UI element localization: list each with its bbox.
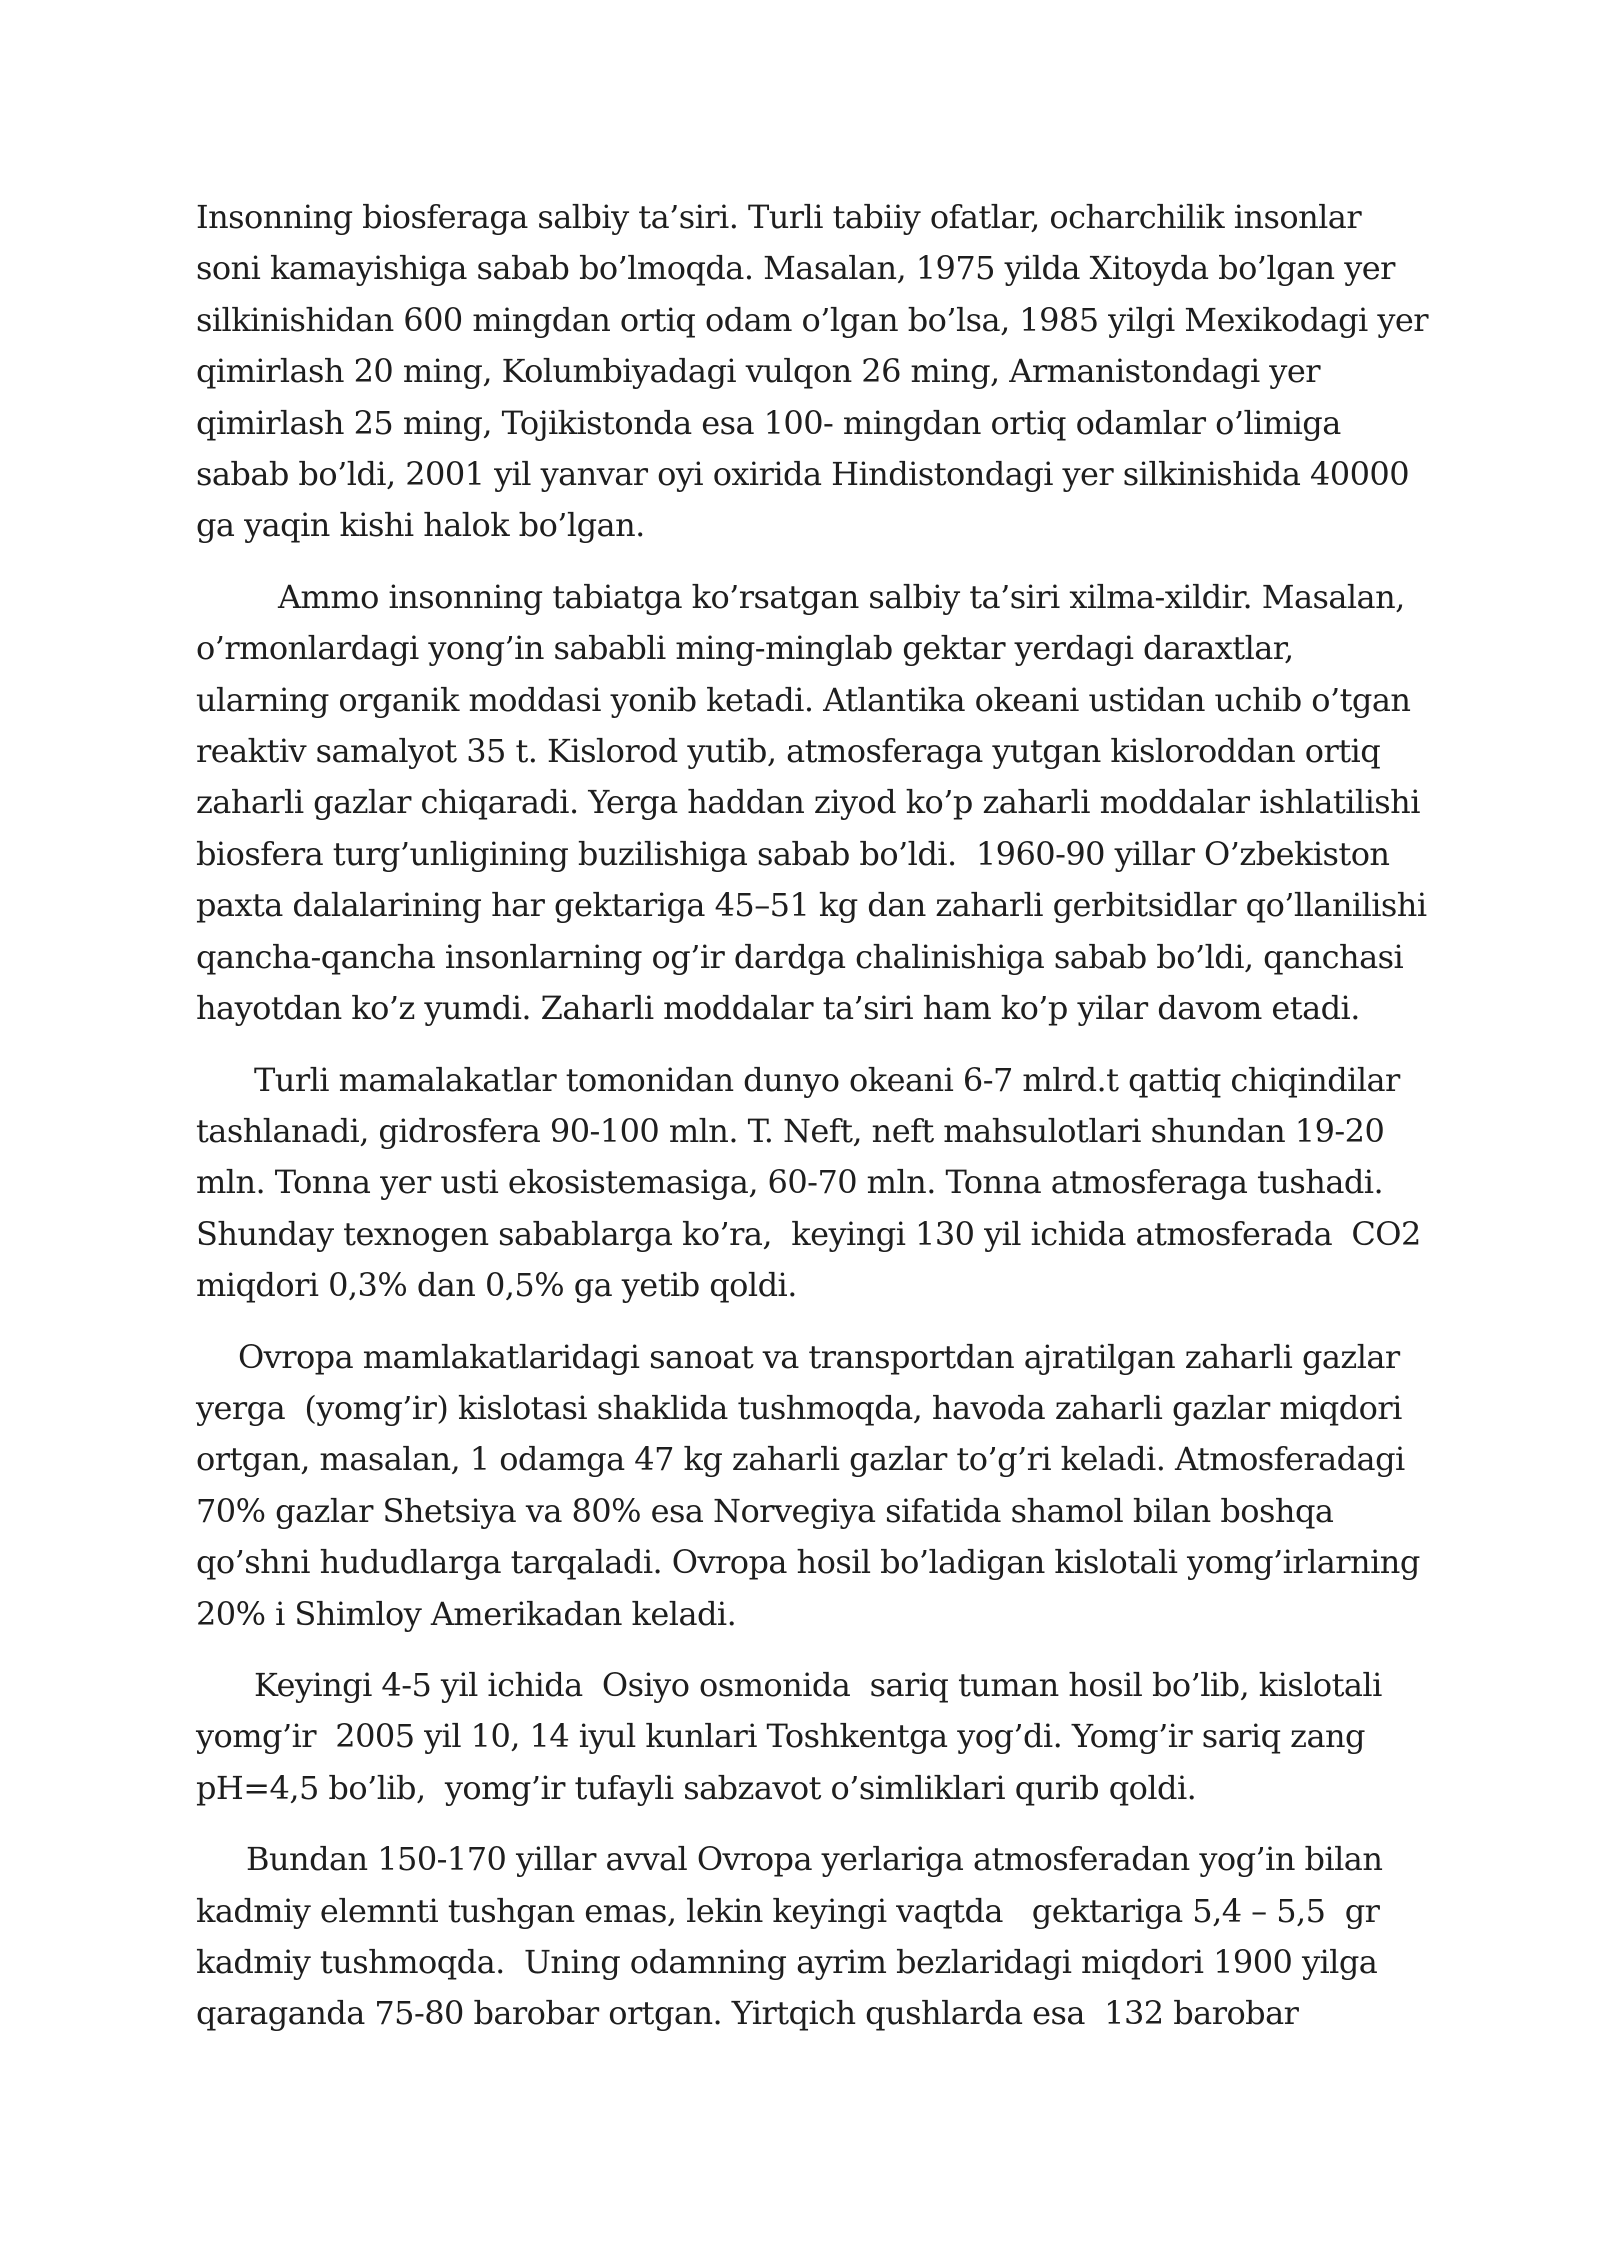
text-line: Insonning biosferaga salbiy ta’siri. Turli tabiiy ofatlar, ocharchilik insonlar (196, 198, 1362, 236)
text-line: Ammo insonning tabiatga ko’rsatgan salbiy ta’siri xilma-xildir. Masalan, (278, 577, 1405, 616)
text-line: tashlanadi, gidrosfera 90-100 mln. T. Neft, neft mahsulotlari shundan 19-20 (196, 1111, 1385, 1150)
text-line: zaharli gazlar chiqaradi. Yerga haddan ziyod ko’p zaharli moddalar ishlatilishi (196, 783, 1420, 822)
paragraph-europe-acid-rain (196, 1332, 1436, 1640)
text-line: paxta dalalarining har gektariga 45–51 kg dan zaharli gerbitsidlar qo’llanilishi (196, 886, 1427, 925)
text-line: qo’shni hududlarga tarqaladi. Ovropa hosil bo’ladigan kislotali yomg’irlarning (196, 1543, 1420, 1582)
text-line: mln. Tonna yer usti ekosistemasiga, 60-70 mln. Tonna atmosferaga tushadi. (196, 1163, 1384, 1202)
text-line: Shunday texnogen sabablarga ko’ra, keyingi 130 yil ichida atmosferada CO2 (196, 1214, 1421, 1253)
text-line: reaktiv samalyot 35 t. Kislorod yutib, atmosferaga yutgan kisloroddan ortiq (196, 732, 1381, 771)
text-line: 70% gazlar Shetsiya va 80% esa Norvegiya sifatida shamol bilan boshqa (196, 1491, 1334, 1530)
text-line: yomg’ir 2005 yil 10, 14 iyul kunlari Toshkentga yog’di. Yomg’ir sariq zang (196, 1717, 1365, 1756)
text-line: pH=4,5 bo’lib, yomg’ir tufayli sabzavot o’simliklari qurib qoldi. (196, 1768, 1197, 1807)
text-line: qaraganda 75-80 barobar ortgan. Yirtqich qushlarda esa 132 barobar (196, 1994, 1299, 2033)
text-line: qimirlash 20 ming, Kolumbiyadagi vulqon 26 ming, Armanistondagi yer (196, 352, 1320, 391)
text-line: 20% i Shimloy Amerikadan keladi. (196, 1594, 737, 1633)
paragraph-asia-yellow-fog (196, 1660, 1436, 1814)
text-line: silkinishidan 600 mingdan ortiq odam o’lgan bo’lsa, 1985 yilgi Mexikodagi yer (196, 300, 1429, 339)
text-line: qimirlash 25 ming, Tojikistonda esa 100- mingdan ortiq odamlar o’limiga (196, 403, 1341, 442)
paragraph-negative-impact (196, 192, 1436, 552)
text-line: miqdori 0,3% dan 0,5% ga yetib qoldi. (196, 1266, 797, 1305)
text-line: Turli mamalakatlar tomonidan dunyo okeani 6-7 mlrd.t qattiq chiqindilar (254, 1060, 1400, 1099)
text-line: o’rmonlardagi yong’in sababli ming-minglab gektar yerdagi daraxtlar, (196, 629, 1294, 668)
text-line: ularning organik moddasi yonib ketadi. Atlantika okeani ustidan uchib o’tgan (196, 680, 1411, 719)
text-line: hayotdan ko’z yumdi. Zaharli moddalar ta’siri ham ko’p yilar davom etadi. (196, 989, 1360, 1028)
text-line: soni kamayishiga sabab bo’lmoqda. Masalan, 1975 yilda Xitoyda bo’lgan yer (196, 249, 1395, 288)
text-line: sabab bo’ldi, 2001 yil yanvar oyi oxirida Hindistondagi yer silkinishida 40000 (196, 455, 1410, 494)
paragraph-varied-impact (196, 572, 1436, 1035)
text-line: ga yaqin kishi halok bo’lgan. (196, 506, 645, 545)
text-line: kadmiy tushmoqda. Uning odamning ayrim bezlaridagi miqdori 1900 yilga (196, 1943, 1378, 1981)
paragraph-ocean-waste (196, 1055, 1436, 1312)
document-body (196, 192, 1436, 2060)
text-line: qancha-qancha insonlarning og’ir dardga chalinishiga sabab bo’ldi, qanchasi (196, 937, 1404, 976)
text-line: kadmiy elemnti tushgan emas, lekin keyingi vaqtda gektariga 5,4 – 5,5 gr (196, 1891, 1380, 1930)
text-line: ortgan, masalan, 1 odamga 47 kg zaharli gazlar to’g’ri keladi. Atmosferadagi (196, 1440, 1405, 1479)
text-line: Ovropa mamlakatlaridagi sanoat va transportdan ajratilgan zaharli gazlar (238, 1337, 1400, 1376)
text-line: Keyingi 4-5 yil ichida Osiyo osmonida sariq tuman hosil bo’lib, kislotali (254, 1665, 1382, 1704)
text-line: Bundan 150-170 yillar avval Ovropa yerlariga atmosferadan yog’in bilan (246, 1840, 1383, 1879)
text-line: yerga (yomg’ir) kislotasi shaklida tushmoqda, havoda zaharli gazlar miqdori (196, 1388, 1402, 1427)
text-line: biosfera turg’unligining buzilishiga sabab bo’ldi. 1960-90 yillar O’zbekiston (196, 834, 1390, 873)
paragraph-cadmium (196, 1834, 1436, 2040)
